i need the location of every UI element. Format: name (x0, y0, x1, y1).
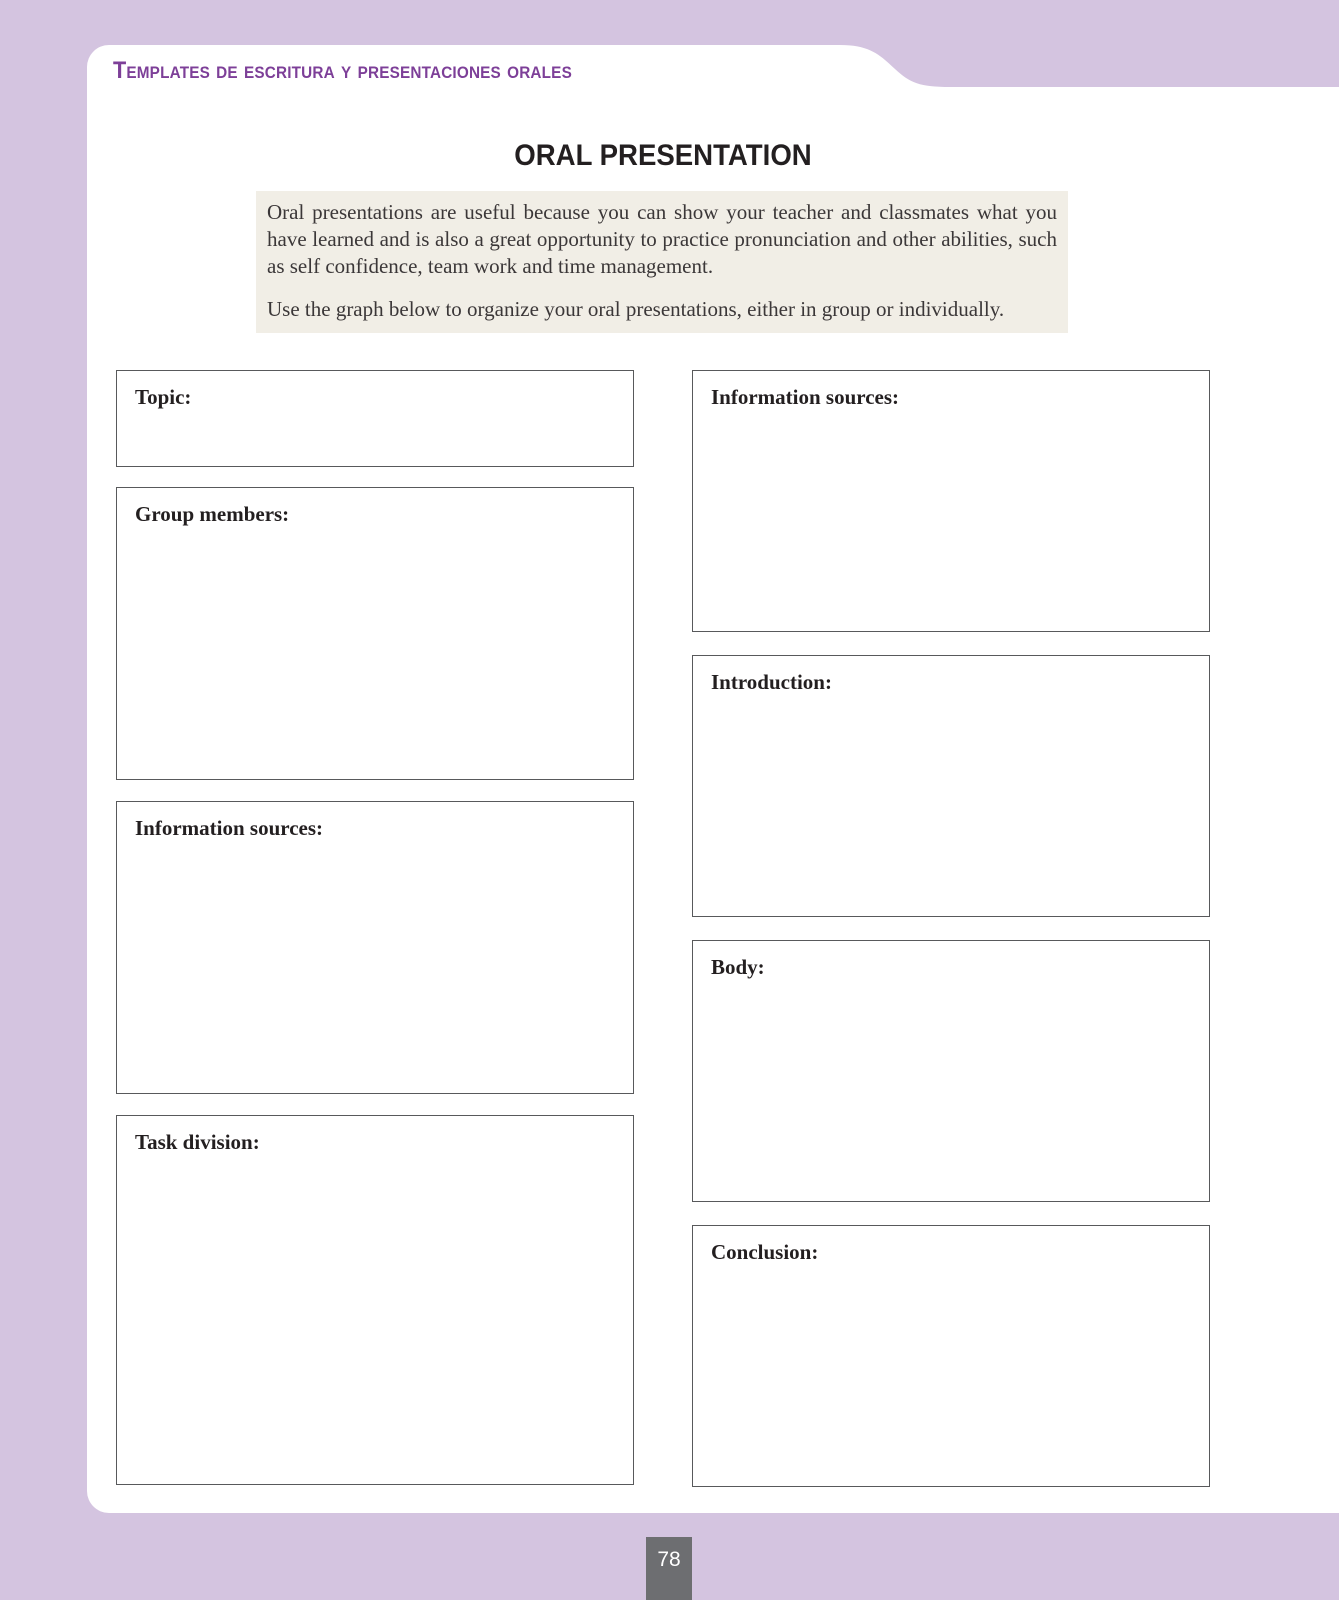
page-card (87, 45, 1339, 1513)
group-members-box (116, 487, 634, 780)
conclusion-label: Conclusion: (711, 1240, 819, 1264)
body-box (692, 940, 1210, 1202)
information-sources-left-field[interactable] (117, 848, 633, 1093)
information-sources-right-label: Information sources: (711, 385, 900, 409)
topic-box (116, 370, 634, 467)
intro-paragraph-1: Oral presentations are useful because you can show your teacher and classmates what you have learned and is also a great opportunity to practice pronunciation and other abilities, such as self confidence, team work and time management. (267, 200, 1057, 278)
intro-paragraph-2: Use the graph below to organize your oral presentations, either in group or individually. (267, 297, 1005, 321)
introduction-box (692, 655, 1210, 917)
group-members-field[interactable] (117, 534, 633, 779)
body-label: Body: (711, 955, 765, 979)
group-members-label: Group members: (135, 502, 290, 526)
topic-label: Topic: (135, 385, 192, 409)
introduction-label: Introduction: (711, 670, 832, 694)
section-header-title: Templates de escritura y presentaciones orales (113, 57, 572, 84)
task-division-field[interactable] (117, 1162, 633, 1484)
page-number-badge: 78 (646, 1537, 692, 1600)
topic-field[interactable] (117, 417, 633, 466)
page-title: ORAL PRESENTATION (514, 139, 812, 172)
task-division-box (116, 1115, 634, 1485)
introduction-field[interactable] (693, 702, 1209, 916)
information-sources-left-label: Information sources: (135, 816, 324, 840)
body-field[interactable] (693, 987, 1209, 1201)
intro-box (256, 191, 1068, 333)
conclusion-box (692, 1225, 1210, 1487)
card-tab-notch (840, 45, 1339, 87)
conclusion-field[interactable] (693, 1272, 1209, 1486)
information-sources-right-field[interactable] (693, 417, 1209, 631)
task-division-label: Task division: (135, 1130, 260, 1154)
information-sources-right-box (692, 370, 1210, 632)
information-sources-left-box (116, 801, 634, 1094)
